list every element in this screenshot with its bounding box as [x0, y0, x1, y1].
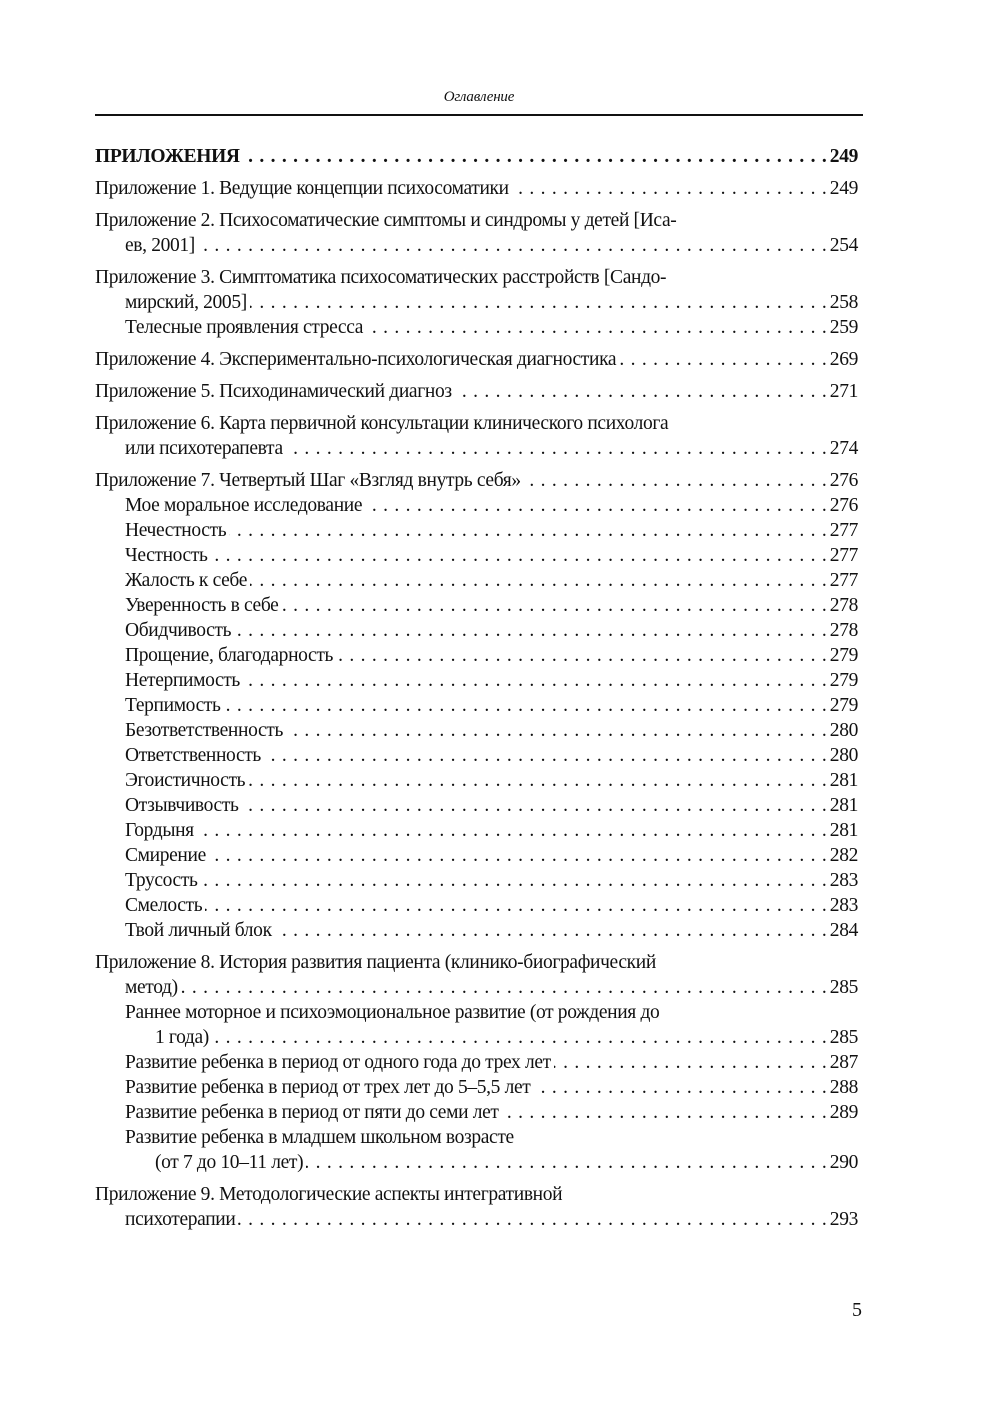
- dot-leader: [533, 1075, 826, 1100]
- toc-page-number: 287: [829, 1052, 858, 1073]
- toc-entry[interactable]: [95, 347, 858, 372]
- dot-leader: [201, 868, 827, 893]
- toc-entry-line: [95, 411, 858, 436]
- toc-entry[interactable]: [95, 468, 858, 943]
- toc-entry-line: [95, 593, 858, 618]
- dot-leader: [229, 518, 827, 543]
- toc-entry-title: Нечестность: [125, 520, 227, 541]
- toc-entry-line: [95, 379, 858, 404]
- toc-entry-line: [95, 1182, 858, 1207]
- toc-entry-title: Эгоистичность: [125, 770, 246, 791]
- toc-entry-line: [95, 1050, 858, 1075]
- dot-leader: [264, 743, 827, 768]
- toc-entry-title: Смелость: [125, 895, 203, 916]
- toc-entry-title: Прощение, благодарность: [125, 645, 334, 666]
- toc-entry-line: [95, 518, 858, 543]
- dot-leader: [250, 568, 827, 593]
- toc-entry-title: Обидчивость: [125, 620, 232, 641]
- toc-page-number: 285: [829, 1027, 858, 1048]
- toc-page-number: 271: [829, 381, 858, 402]
- toc-entry-title: Жалость к себе: [125, 570, 248, 591]
- toc-entry-line: [95, 743, 858, 768]
- dot-leader: [234, 618, 827, 643]
- toc-page-number: 282: [829, 845, 858, 866]
- toc-page-number: 278: [829, 595, 858, 616]
- toc-entry-title: Раннее моторное и психоэмоциональное развитие (от рождения до: [125, 1002, 660, 1023]
- dot-leader: [524, 468, 827, 493]
- toc-page-number: 290: [829, 1152, 858, 1173]
- toc-page-number: 280: [829, 745, 858, 766]
- toc-entry-title: Твой личный блок: [125, 920, 272, 941]
- toc-entry-title: Отзывчивость: [125, 795, 239, 816]
- toc-entry-line: [95, 768, 858, 793]
- toc-entry-title: Безответственность: [125, 720, 284, 741]
- toc-entry-line: [95, 618, 858, 643]
- toc-entry-line: [95, 718, 858, 743]
- toc-entry-line: [95, 493, 858, 518]
- toc-page-number: 279: [829, 695, 858, 716]
- toc-entry-title: Ответственность: [125, 745, 261, 766]
- toc-entry[interactable]: [95, 379, 858, 404]
- toc-entry-line: [95, 950, 858, 975]
- toc-entry-title: Нетерпимость: [125, 670, 240, 691]
- dot-leader: [209, 843, 827, 868]
- toc-page-number: 277: [829, 520, 858, 541]
- dot-leader: [286, 718, 827, 743]
- toc-entry-title: Приложение 1. Ведущие концепции психосоматики: [95, 178, 509, 199]
- table-of-contents: [95, 144, 858, 1232]
- toc-entry-title: Развитие ребенка в период от трех лет до 5–5,5 лет: [125, 1077, 531, 1098]
- dot-leader: [306, 1150, 827, 1175]
- toc-entry-title: Развитие ребенка в период от пяти до семи лет: [125, 1102, 499, 1123]
- toc-page-number: 276: [829, 495, 858, 516]
- toc-entry-line: [95, 1207, 858, 1232]
- dot-leader: [281, 593, 826, 618]
- toc-page-number: 254: [829, 235, 858, 256]
- dot-leader: [336, 643, 827, 668]
- toc-page-number: 249: [829, 146, 858, 167]
- toc-entry-line: [95, 233, 858, 258]
- toc-page-number: 285: [829, 977, 858, 998]
- dot-leader: [366, 315, 827, 340]
- toc-entry-title: Приложение 4. Экспериментально-психологическая диагностика: [95, 349, 617, 370]
- toc-entry-title: метод): [125, 977, 178, 998]
- toc-entry-title: ПРИЛОЖЕНИЯ: [95, 146, 240, 167]
- toc-entry-title: ев, 2001]: [125, 235, 195, 256]
- dot-leader: [248, 768, 827, 793]
- toc-entry-title: Развитие ребенка в младшем школьном возрасте: [125, 1127, 514, 1148]
- toc-entry-title: Приложение 6. Карта первичной консультации клинического психолога: [95, 413, 669, 434]
- toc-page-number: 269: [829, 349, 858, 370]
- toc-page-number: 280: [829, 720, 858, 741]
- dot-leader: [181, 975, 827, 1000]
- dot-leader: [243, 144, 827, 169]
- toc-entry-title: мирский, 2005]: [125, 292, 247, 313]
- toc-entry-line: [95, 543, 858, 568]
- toc-entry-title: Терпимость: [125, 695, 221, 716]
- dot-leader: [224, 693, 827, 718]
- toc-entry-title: Уверенность в себе: [125, 595, 279, 616]
- toc-page-number: 279: [829, 645, 858, 666]
- toc-page-number: 277: [829, 570, 858, 591]
- toc-page-number: 278: [829, 620, 858, 641]
- dot-leader: [619, 347, 827, 372]
- toc-entry-line: [95, 290, 858, 315]
- toc-entry-title: Приложение 9. Методологические аспекты интегративной: [95, 1184, 563, 1205]
- toc-page-number: 288: [829, 1077, 858, 1098]
- toc-page-number: 249: [829, 178, 858, 199]
- toc-entry-line: [95, 1125, 858, 1150]
- toc-page-number: 258: [829, 292, 858, 313]
- dot-leader: [365, 493, 827, 518]
- toc-entry[interactable]: [95, 950, 858, 1175]
- toc-entry-line: [95, 315, 858, 340]
- toc-page-number: 293: [829, 1209, 858, 1230]
- toc-entry-line: [95, 868, 858, 893]
- page-number: 5: [852, 1299, 862, 1321]
- dot-leader: [554, 1050, 827, 1075]
- toc-entry-line: [95, 1150, 858, 1175]
- toc-entry-title: (от 7 до 10–11 лет): [155, 1152, 304, 1173]
- toc-entry-title: Приложение 5. Психодинамический диагноз: [95, 381, 452, 402]
- toc-entry[interactable]: [95, 176, 858, 201]
- toc-entry-title: Приложение 2. Психосоматические симптомы и синдромы у детей [Иса-: [95, 210, 677, 231]
- dot-leader: [502, 1100, 827, 1125]
- toc-entry-line: [95, 643, 858, 668]
- toc-entry-line: [95, 668, 858, 693]
- toc-page-number: 277: [829, 545, 858, 566]
- toc-entry-title: Смирение: [125, 845, 206, 866]
- toc-entry-title: Гордыня: [125, 820, 194, 841]
- toc-entry-line: [95, 818, 858, 843]
- dot-leader: [198, 233, 827, 258]
- toc-entry-title: Приложение 3. Симптоматика психосоматических расстройств [Сандо-: [95, 267, 667, 288]
- toc-entry-title: психотерапии: [125, 1209, 236, 1230]
- dot-leader: [286, 436, 827, 461]
- toc-entry-line: [95, 793, 858, 818]
- toc-entry-title: Трусость: [125, 870, 198, 891]
- toc-entry-line: [95, 975, 858, 1000]
- toc-entry-title: Телесные проявления стресса: [125, 317, 364, 338]
- toc-entry-line: [95, 693, 858, 718]
- toc-entry[interactable]: [95, 144, 858, 169]
- toc-page-number: 289: [829, 1102, 858, 1123]
- toc-entry[interactable]: [95, 265, 858, 340]
- toc-entry[interactable]: [95, 208, 858, 258]
- toc-entry-line: [95, 265, 858, 290]
- dot-leader: [242, 793, 827, 818]
- toc-entry-line: [95, 893, 858, 918]
- dot-leader: [211, 543, 827, 568]
- header-rule: [95, 114, 863, 116]
- dot-leader: [238, 1207, 826, 1232]
- toc-page-number: 283: [829, 895, 858, 916]
- toc-entry-line: [95, 1025, 858, 1050]
- toc-entry-title: или психотерапевта: [125, 438, 283, 459]
- dot-leader: [455, 379, 827, 404]
- toc-entry-title: Приложение 8. История развития пациента (клинико-биографический: [95, 952, 656, 973]
- toc-entry-line: [95, 918, 858, 943]
- toc-page-number: 284: [829, 920, 858, 941]
- toc-entry-line: [95, 468, 858, 493]
- toc-page-number: 274: [829, 438, 858, 459]
- toc-entry-line: [95, 436, 858, 461]
- dot-leader: [243, 668, 827, 693]
- toc-entry-title: Честность: [125, 545, 208, 566]
- toc-entry-title: Мое моральное исследование: [125, 495, 363, 516]
- toc-entry-line: [95, 208, 858, 233]
- dot-leader: [205, 893, 827, 918]
- dot-leader: [250, 290, 827, 315]
- dot-leader: [512, 176, 827, 201]
- toc-entry-title: Приложение 7. Четвертый Шаг «Взгляд внутрь себя»: [95, 470, 521, 491]
- dot-leader: [197, 818, 827, 843]
- toc-entry-line: [95, 1100, 858, 1125]
- toc-page-number: 281: [829, 770, 858, 791]
- toc-entry[interactable]: [95, 411, 858, 461]
- dot-leader: [275, 918, 827, 943]
- toc-entry-line: [95, 568, 858, 593]
- toc-page-number: 281: [829, 795, 858, 816]
- toc-entry-title: Развитие ребенка в период от одного года до трех лет: [125, 1052, 551, 1073]
- running-head: Оглавление: [443, 89, 515, 105]
- toc-entry[interactable]: [95, 1182, 858, 1232]
- toc-entry-line: [95, 1000, 858, 1025]
- toc-entry-title: 1 года): [155, 1027, 209, 1048]
- toc-entry-line: [95, 843, 858, 868]
- toc-page-number: 281: [829, 820, 858, 841]
- toc-page-number: 283: [829, 870, 858, 891]
- toc-entry-line: [95, 1075, 858, 1100]
- toc-page-number: 276: [829, 470, 858, 491]
- toc-entry-line: [95, 347, 858, 372]
- dot-leader: [212, 1025, 827, 1050]
- toc-page-number: 259: [829, 317, 858, 338]
- toc-page-number: 279: [829, 670, 858, 691]
- toc-entry-line: [95, 144, 858, 169]
- toc-entry-line: [95, 176, 858, 201]
